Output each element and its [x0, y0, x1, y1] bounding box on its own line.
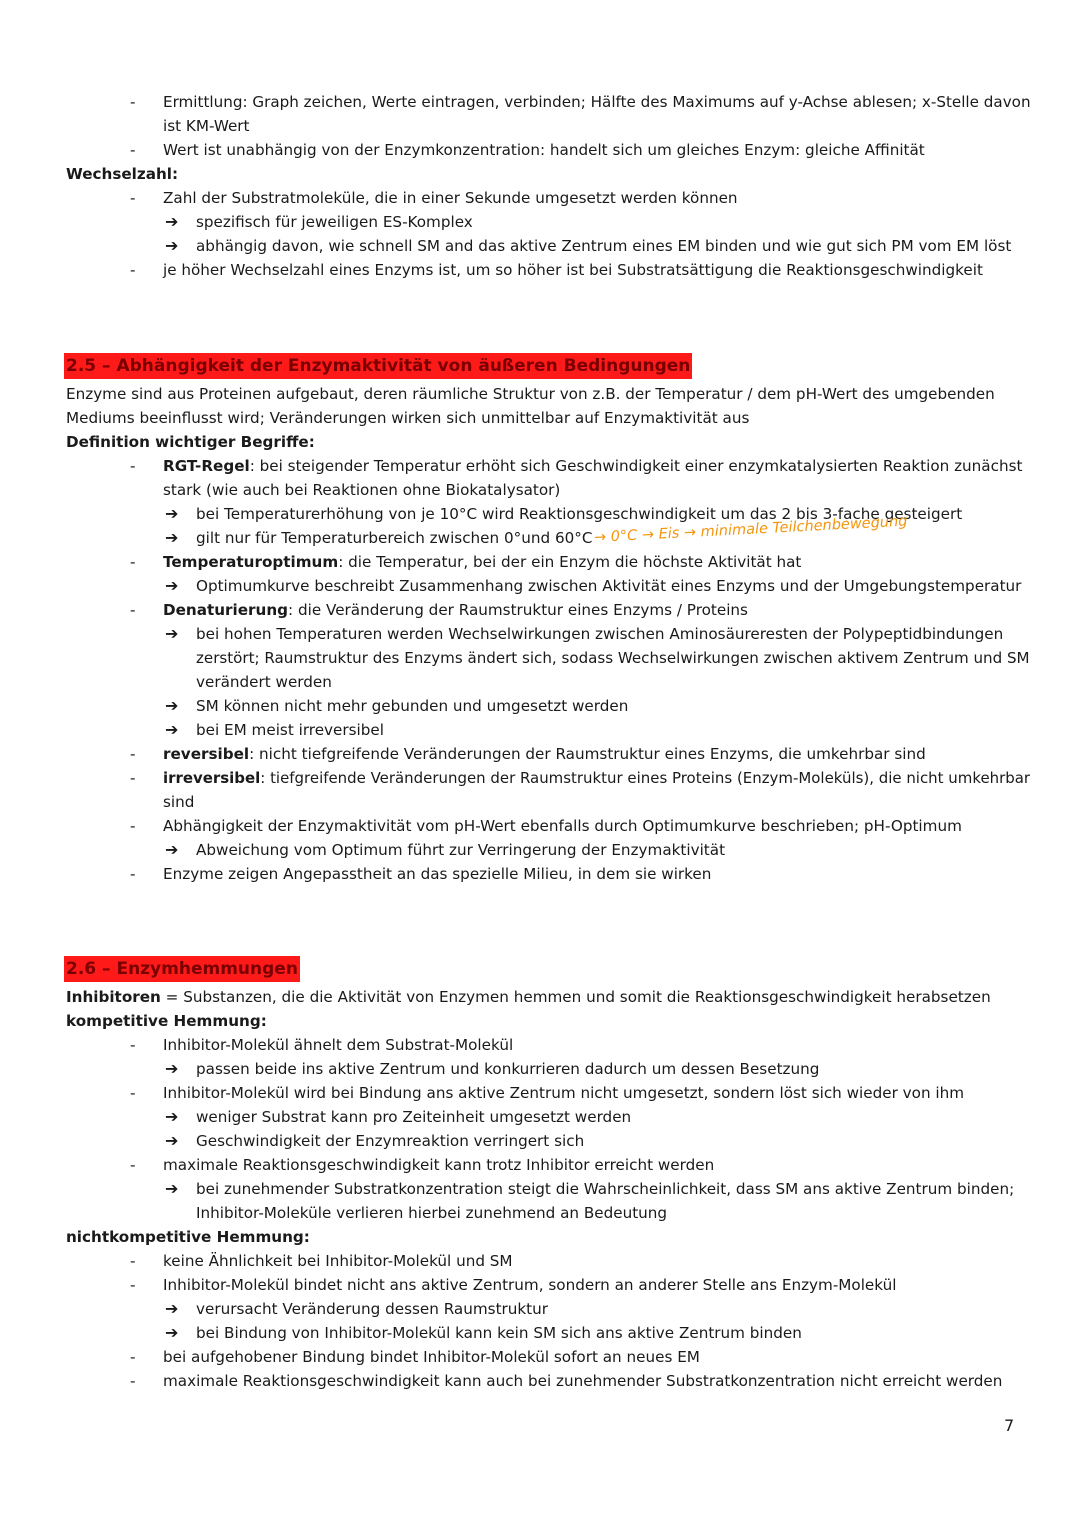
den-arrow-item: verändert werden — [196, 673, 332, 691]
kompetitive-item: Inhibitor-Molekül wird bei Bindung ans aktive Zentrum nicht umgesetzt, sondern löst sich wieder von ihm — [163, 1084, 965, 1102]
nichtkompetitive-item: keine Ähnlichkeit bei Inhibitor-Molekül und SM — [163, 1252, 513, 1270]
nichtkompetitive-item: bei aufgehobener Bindung bindet Inhibitor-Molekül sofort an neues EM — [163, 1348, 700, 1366]
handwritten-note: → 0°C → Eis → minimale Teilchenbewegung — [593, 513, 908, 546]
bullet-dash: - — [130, 1252, 136, 1270]
bullet-dash: - — [130, 601, 136, 619]
denaturierung-definition — [163, 598, 748, 622]
bullet-dash: - — [130, 745, 136, 763]
rgt-arrow-item: bei Temperaturerhöhung von je 10°C wird Reaktionsgeschwindigkeit um das 2 bis 3-fache gesteigert — [196, 505, 963, 523]
kompetitive-arrow-item: bei zunehmender Substratkonzentration steigt die Wahrscheinlichkeit, dass SM ans aktive Zentrum binden; — [196, 1180, 1015, 1198]
nichtkompetitive-item: maximale Reaktionsgeschwindigkeit kann auch bei zunehmender Substratkonzentration nicht erreicht werden — [163, 1372, 1003, 1390]
optimum-arrow-item: Optimumkurve beschreibt Zusammenhang zwischen Aktivität eines Enzyms und der Umgebungstemperatur — [196, 577, 1022, 595]
ph-item: Abhängigkeit der Enzymaktivität vom pH-Wert ebenfalls durch Optimumkurve beschrieben; pH-Optimum — [163, 817, 962, 835]
term: irreversibel — [163, 769, 261, 787]
den-arrow-item: bei EM meist irreversibel — [196, 721, 384, 739]
kompetitive-arrow-item: Inhibitor-Moleküle verlieren hierbei zunehmend an Bedeutung — [196, 1204, 668, 1222]
irreversibel-definition-cont: sind — [163, 793, 195, 811]
arrow-icon: ➔ — [165, 696, 179, 715]
definition-text: : die Temperatur, bei der ein Enzym die höchste Aktivität hat — [338, 553, 802, 571]
bullet-dash: - — [130, 1036, 136, 1054]
km-item-line: Ermittlung: Graph zeichen, Werte eintragen, verbinden; Hälfte des Maximums auf y-Achse ablesen; x-Stelle davon — [163, 93, 1031, 111]
definition-text: : bei steigender Temperatur erhöht sich Geschwindigkeit einer enzymkatalysierten Reaktion zunächst — [249, 457, 1023, 475]
kompetitive-item: Inhibitor-Molekül ähnelt dem Substrat-Molekül — [163, 1036, 514, 1054]
definition-text: : nicht tiefgreifende Veränderungen der Raumstruktur eines Enzyms, die umkehrbar sind — [249, 745, 926, 763]
arrow-icon: ➔ — [165, 528, 179, 547]
bullet-dash: - — [130, 769, 136, 787]
bullet-dash: - — [130, 865, 136, 883]
wechselzahl-arrow-item: spezifisch für jeweiligen ES-Komplex — [196, 213, 473, 231]
nichtkompetitive-item: Inhibitor-Molekül bindet nicht ans aktive Zentrum, sondern an anderer Stelle ans Enzym-Molekül — [163, 1276, 897, 1294]
bullet-dash: - — [130, 553, 136, 571]
term: Denaturierung — [163, 601, 289, 619]
definitions-heading: Definition wichtiger Begriffe: — [66, 433, 315, 451]
bullet-dash: - — [130, 93, 136, 111]
wechselzahl-item: Zahl der Substratmoleküle, die in einer Sekunde umgesetzt werden können — [163, 189, 738, 207]
den-arrow-item: bei hohen Temperaturen werden Wechselwirkungen zwischen Aminosäureresten der Polypeptidbindungen — [196, 625, 1004, 643]
ph-arrow-item: Abweichung vom Optimum führt zur Verringerung der Enzymaktivität — [196, 841, 726, 859]
km-item-line: ist KM-Wert — [163, 117, 250, 135]
section-title-2-5: 2.5 – Abhängigkeit der Enzymaktivität von äußeren Bedingungen — [64, 353, 692, 379]
bullet-dash: - — [130, 189, 136, 207]
bullet-dash: - — [130, 817, 136, 835]
kompetitive-arrow-item: passen beide ins aktive Zentrum und konkurrieren dadurch um dessen Besetzung — [196, 1060, 820, 1078]
rgt-definition — [163, 454, 1022, 478]
definition-text: = Substanzen, die die Aktivität von Enzymen hemmen und somit die Reaktionsgeschwindigkeit herabsetzen — [160, 988, 991, 1006]
kompetitive-arrow-item: Geschwindigkeit der Enzymreaktion verringert sich — [196, 1132, 585, 1150]
arrow-icon: ➔ — [165, 1179, 179, 1198]
arrow-icon: ➔ — [165, 236, 179, 255]
bullet-dash: - — [130, 1372, 136, 1390]
arrow-icon: ➔ — [165, 624, 179, 643]
page-number: 7 — [1004, 1416, 1015, 1435]
arrow-icon: ➔ — [165, 840, 179, 859]
arrow-icon: ➔ — [165, 1059, 179, 1078]
arrow-icon: ➔ — [165, 720, 179, 739]
term: Inhibitoren — [66, 988, 161, 1006]
den-arrow-item: SM können nicht mehr gebunden und umgesetzt werden — [196, 697, 629, 715]
s25-intro: Mediums beeinflusst wird; Veränderungen wirken sich unmittelbar auf Enzymaktivität aus — [66, 409, 750, 427]
bullet-dash: - — [130, 1348, 136, 1366]
arrow-icon: ➔ — [165, 1131, 179, 1150]
term: RGT-Regel — [163, 457, 250, 475]
reversibel-definition — [163, 742, 926, 766]
milieu-item: Enzyme zeigen Angepasstheit an das spezielle Milieu, in dem sie wirken — [163, 865, 712, 883]
definition-text: : die Veränderung der Raumstruktur eines Enzyms / Proteins — [288, 601, 748, 619]
kompetitive-heading: kompetitive Hemmung: — [66, 1012, 267, 1030]
section-title-2-6: 2.6 – Enzymhemmungen — [64, 956, 300, 982]
rgt-definition-cont: stark (wie auch bei Reaktionen ohne Biokatalysator) — [163, 481, 561, 499]
nichtkompetitive-arrow-item: bei Bindung von Inhibitor-Molekül kann kein SM sich ans aktive Zentrum binden — [196, 1324, 802, 1342]
irreversibel-definition — [163, 766, 1030, 790]
bullet-dash: - — [130, 457, 136, 475]
definition-text: : tiefgreifende Veränderungen der Raumstruktur eines Proteins (Enzym-Moleküls), die nicht umkehrbar — [260, 769, 1031, 787]
arrow-icon: ➔ — [165, 1299, 179, 1318]
wechselzahl-heading: Wechselzahl: — [66, 165, 179, 183]
bullet-dash: - — [130, 261, 136, 279]
kompetitive-arrow-item: weniger Substrat kann pro Zeiteinheit umgesetzt werden — [196, 1108, 632, 1126]
arrow-icon: ➔ — [165, 212, 179, 231]
bullet-dash: - — [130, 1276, 136, 1294]
optimum-definition — [163, 550, 801, 574]
term: reversibel — [163, 745, 250, 763]
kompetitive-item: maximale Reaktionsgeschwindigkeit kann trotz Inhibitor erreicht werden — [163, 1156, 715, 1174]
km-item-line: Wert ist unabhängig von der Enzymkonzentration: handelt sich um gleiches Enzym: gleiche Affinität — [163, 141, 925, 159]
nichtkompetitive-heading: nichtkompetitive Hemmung: — [66, 1228, 310, 1246]
bullet-dash: - — [130, 1156, 136, 1174]
s25-intro: Enzyme sind aus Proteinen aufgebaut, deren räumliche Struktur von z.B. der Temperatur / dem pH-Wert des umgebenden — [66, 385, 995, 403]
bullet-dash: - — [130, 1084, 136, 1102]
wechselzahl-item: je höher Wechselzahl eines Enzyms ist, um so höher ist bei Substratsättigung die Reaktionsgeschwindigkeit — [163, 261, 983, 279]
wechselzahl-arrow-item: abhängig davon, wie schnell SM and das aktive Zentrum eines EM binden und wie gut sich PM vom EM löst — [196, 237, 1012, 255]
bullet-dash: - — [130, 141, 136, 159]
inhibitoren-definition — [66, 985, 991, 1009]
term: Temperaturoptimum — [163, 553, 339, 571]
arrow-icon: ➔ — [165, 1107, 179, 1126]
rgt-arrow-item: gilt nur für Temperaturbereich zwischen 0°und 60°C — [196, 529, 593, 547]
arrow-icon: ➔ — [165, 1323, 179, 1342]
nichtkompetitive-arrow-item: verursacht Veränderung dessen Raumstruktur — [196, 1300, 549, 1318]
den-arrow-item: zerstört; Raumstruktur des Enzyms ändert sich, sodass Wechselwirkungen zwischen aktivem Zentrum und SM — [196, 649, 1030, 667]
arrow-icon: ➔ — [165, 504, 179, 523]
arrow-icon: ➔ — [165, 576, 179, 595]
